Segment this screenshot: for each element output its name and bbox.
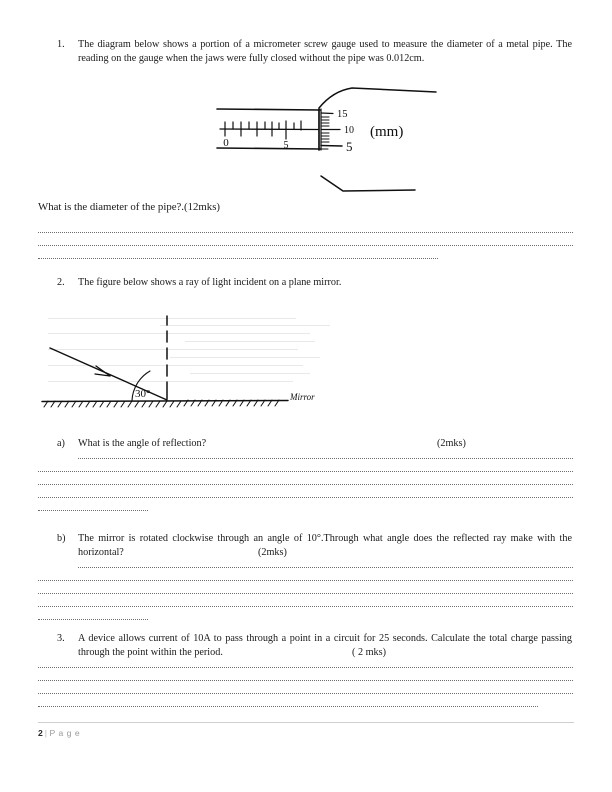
page-footer bbox=[38, 728, 80, 738]
incidence-angle-label: 30° bbox=[135, 388, 151, 400]
plane-mirror-ray-figure bbox=[40, 306, 320, 412]
answer-line[interactable] bbox=[38, 470, 573, 472]
subquestion-a-text: What is the angle of reflection? bbox=[78, 438, 207, 449]
answer-line[interactable] bbox=[78, 566, 573, 568]
question-1-number: 1. bbox=[57, 39, 65, 50]
subquestion-b-text: The mirror is rotated clockwise through an angle of 10°.Through what angle does the reflected ray make with the horizontal? bbox=[78, 533, 572, 559]
answer-line[interactable] bbox=[38, 244, 573, 246]
subquestion-a-marks: (2mks) bbox=[437, 438, 466, 449]
micrometer-main-scale-label-0: 0 bbox=[223, 137, 229, 149]
answer-line[interactable] bbox=[38, 605, 573, 607]
subquestion-b-label: b) bbox=[57, 533, 66, 544]
answer-line[interactable] bbox=[38, 618, 148, 620]
question-3-text: A device allows current of 10A to pass through a point in a circuit for 25 seconds. Calculate the total charge passing through the point within the period. bbox=[78, 633, 572, 659]
footer-page-number: 2 bbox=[38, 728, 43, 738]
footer-divider bbox=[38, 722, 574, 723]
micrometer-thimble-label-15: 15 bbox=[337, 109, 348, 120]
micrometer-unit-label: (mm) bbox=[370, 124, 404, 140]
question-3-marks: ( 2 mks) bbox=[352, 647, 386, 658]
answer-line[interactable] bbox=[38, 666, 573, 668]
answer-line[interactable] bbox=[38, 231, 573, 233]
diameter-question-prompt: What is the diameter of the pipe?.(12mks) bbox=[38, 201, 220, 213]
micrometer-thimble-label-10: 10 bbox=[344, 125, 354, 136]
footer-page-word: P a g e bbox=[49, 728, 81, 738]
micrometer-thimble-label-5: 5 bbox=[346, 139, 353, 154]
question-1-text: The diagram below shows a portion of a micrometer screw gauge used to measure the diameter of a metal pipe. The reading on the gauge when the jaws were fully closed without the pipe was 0.012cm. bbox=[78, 39, 572, 65]
question-2-number: 2. bbox=[57, 277, 65, 288]
answer-line[interactable] bbox=[78, 457, 573, 459]
micrometer-main-scale-label-5: 5 bbox=[283, 140, 289, 151]
answer-line[interactable] bbox=[38, 592, 573, 594]
mirror-surface-label: Mirror bbox=[290, 392, 315, 402]
answer-line[interactable] bbox=[38, 257, 438, 259]
question-3-number: 3. bbox=[57, 633, 65, 644]
answer-line[interactable] bbox=[38, 496, 573, 498]
answer-line[interactable] bbox=[38, 692, 573, 694]
question-2-text: The figure below shows a ray of light incident on a plane mirror. bbox=[78, 277, 342, 288]
answer-line[interactable] bbox=[38, 483, 573, 485]
answer-line[interactable] bbox=[38, 705, 538, 707]
answer-line[interactable] bbox=[38, 579, 573, 581]
footer-separator: | bbox=[44, 728, 48, 738]
subquestion-b-marks: (2mks) bbox=[258, 547, 287, 558]
answer-line[interactable] bbox=[38, 509, 148, 511]
subquestion-a-label: a) bbox=[57, 438, 65, 449]
micrometer-screw-gauge-figure bbox=[200, 84, 450, 196]
answer-line[interactable] bbox=[38, 679, 573, 681]
